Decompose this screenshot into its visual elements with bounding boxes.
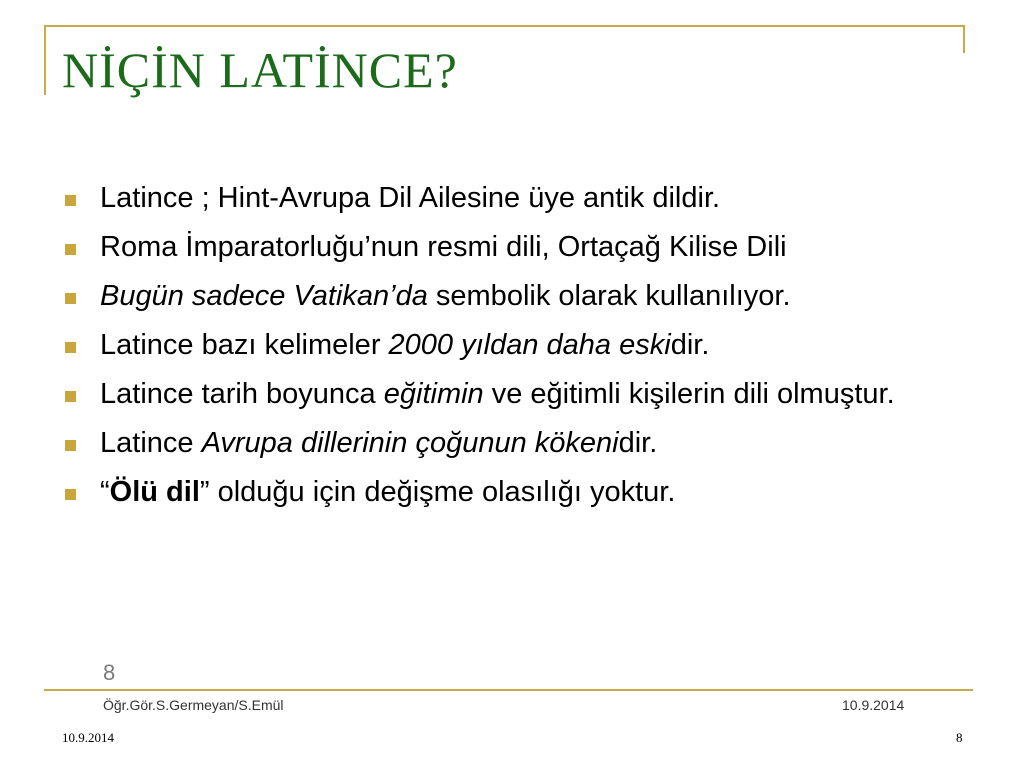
footer-author: Öğr.Gör.S.Germeyan/S.Emül (103, 697, 284, 713)
bullet-item (60, 376, 940, 412)
bullet-text (100, 327, 940, 363)
bullet-text-run: ve eğitimli kişilerin dili olmuştur. (483, 378, 895, 410)
bullet-text-run: Latince (100, 427, 202, 459)
bullet-square-icon (65, 244, 76, 255)
bullet-text-run: sembolik olarak kullanılıyor. (427, 280, 791, 312)
bullet-text (100, 229, 940, 265)
frame-left-line (44, 25, 46, 95)
bullet-text-run: eğitimin (383, 378, 484, 410)
bullet-text (100, 278, 940, 314)
bullet-square-icon (65, 489, 76, 500)
bullet-text-run: Bugün sadece Vatikan’da (100, 280, 428, 312)
bullet-text-run: “ (100, 476, 110, 508)
bullet-list (60, 180, 940, 523)
footer-rule (44, 689, 973, 691)
bullet-item (60, 425, 940, 461)
slide-page-number: 8 (103, 660, 116, 685)
slide-title: NİÇİN LATİNCE? (62, 42, 458, 98)
bullet-text-run: dir. (618, 427, 658, 459)
bullet-text-run: Avrupa dillerinin çoğunun kökeni (201, 427, 619, 459)
bullet-text (100, 474, 940, 510)
bottom-page-number: 8 (956, 730, 963, 745)
bullet-text-run: Latince bazı kelimeler (100, 329, 389, 361)
bullet-item (60, 180, 940, 216)
bullet-square-icon (65, 293, 76, 304)
bullet-text (100, 180, 940, 216)
bullet-square-icon (65, 440, 76, 451)
bullet-text-run: dir. (670, 329, 710, 361)
bullet-square-icon (65, 391, 76, 402)
bullet-square-icon (65, 195, 76, 206)
footer-date: 10.9.2014 (842, 697, 905, 713)
bullet-square-icon (65, 342, 76, 353)
frame-right-line (963, 25, 965, 53)
frame-top-line (44, 25, 965, 27)
bullet-text-run: Latince tarih boyunca (100, 378, 384, 410)
bullet-text-run: Ölü dil (109, 476, 200, 508)
bullet-text (100, 376, 940, 412)
bullet-text (100, 425, 940, 461)
bullet-item (60, 229, 940, 265)
bullet-item (60, 278, 940, 314)
bullet-text-run: ” olduğu için değişme olasılığı yoktur. (199, 476, 676, 508)
bullet-item (60, 474, 940, 510)
bullet-text-run: 2000 yıldan daha eski (388, 329, 671, 361)
bottom-date: 10.9.2014 (62, 730, 114, 745)
bullet-text-run: Roma İmparatorluğu’nun resmi dili, Ortaçağ Kilise Dili (100, 231, 787, 263)
bullet-item (60, 327, 940, 363)
bullet-text-run: Latince ; Hint-Avrupa Dil Ailesine üye antik dildir. (100, 182, 721, 214)
